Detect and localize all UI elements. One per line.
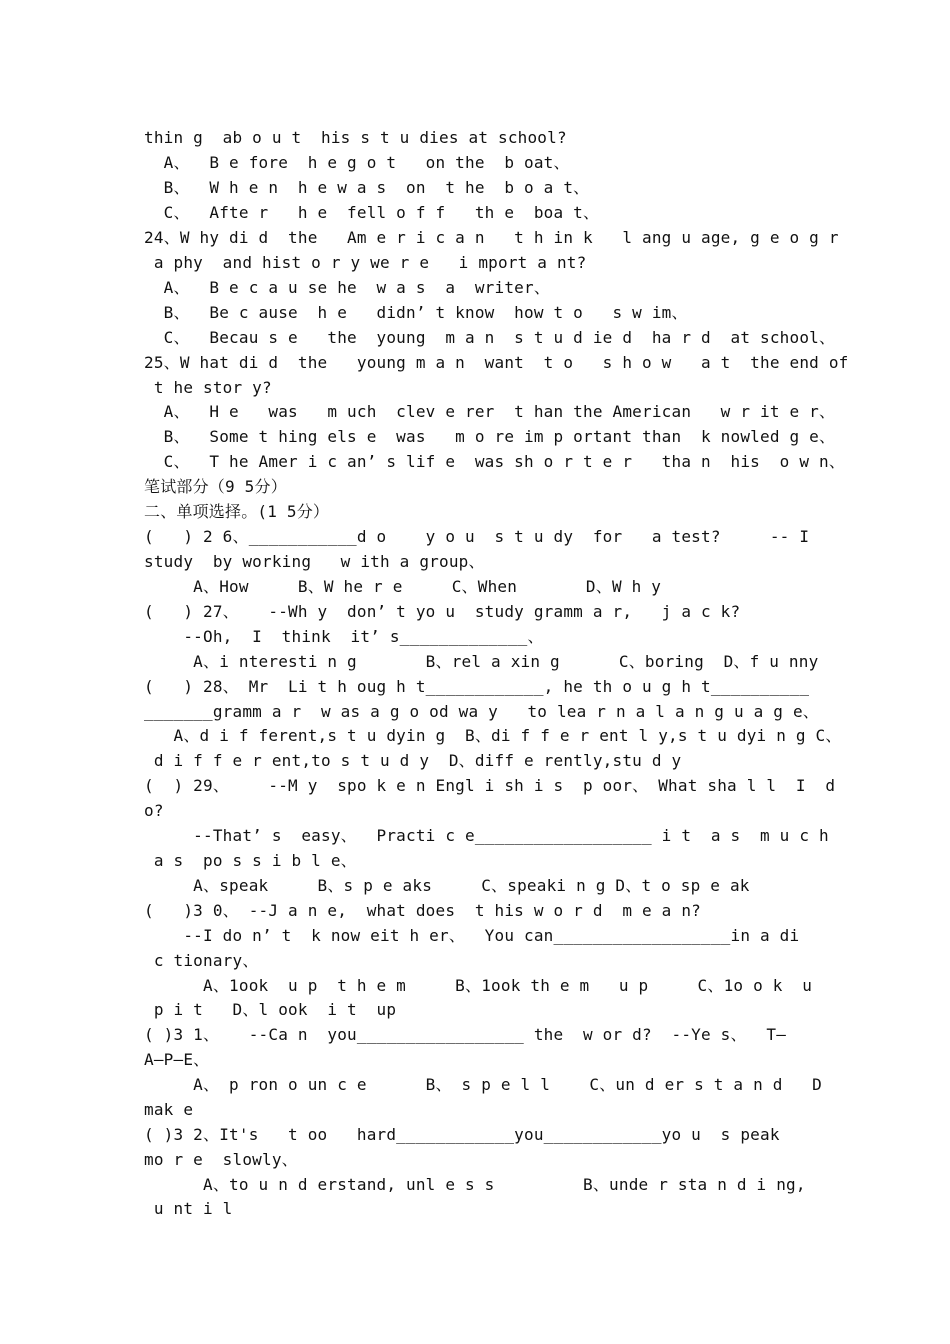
text-line: a s po s s i b l e、: [144, 851, 357, 870]
text-line: B、 Be c ause h e didn’ t know how t o s w im、: [144, 303, 688, 322]
text-line: ( ) 27、 --Wh y don’ t yo u study gramm a r, j a c k?: [144, 602, 741, 621]
text-line: A、How B、W he r e C、When D、W h y: [144, 577, 662, 596]
text-line: A—P—E、: [144, 1050, 210, 1069]
text-line: u nt i l: [144, 1199, 233, 1218]
text-line: B、 Some t hing els e was m o re im p ortant than k nowled g e、: [144, 427, 836, 446]
text-line: _______gramm a r w as a g o od wa y to lea r n a l a n g u a g e、: [144, 702, 819, 721]
text-line: a phy and hist o r y we r e i mport a nt?: [144, 253, 587, 272]
text-line: t he stor y?: [144, 378, 272, 397]
text-line: C、 T he Amer i c an’ s lif e was sh o r t e r tha n his o w n、: [144, 452, 846, 471]
text-line: c tionary、: [144, 951, 259, 970]
text-line: A、1ook u p t h e m B、1ook th e m u p C、1o o k u: [144, 976, 813, 995]
text-line: o?: [144, 801, 164, 820]
text-line: C、 Afte r h e fell o f f th e boa t、: [144, 203, 600, 222]
text-line: A、speak B、s p e aks C、speaki n g D、t o sp e ak: [144, 876, 750, 895]
text-line: ( ) 28、 Mr Li t h oug h t____________, he th o u g h t__________: [144, 677, 810, 696]
text-line: ( )3 1、 --Ca n you_________________ the w or d? --Ye s、 T—: [144, 1025, 787, 1044]
section-heading: 笔试部分（9 5分）: [144, 477, 287, 496]
text-line: --Oh, I think it’ s_____________、: [144, 627, 544, 646]
text-line: d i f f e r ent,to s t u d y D、diff e rently,stu d y: [144, 751, 682, 770]
text-line: A、to u n d erstand, unl e s s B、unde r sta n d i ng,: [144, 1175, 806, 1194]
text-line: study by working w ith a group、: [144, 552, 485, 571]
text-line: ( ) 2 6、___________d o y o u s t u dy for a test? -- I: [144, 527, 810, 546]
text-line: ( ) 29、 --M y spo k e n Engl i sh i s p oor、 What sha l l I d: [144, 776, 836, 795]
text-line: mak e: [144, 1100, 194, 1119]
text-line: A、 B e fore h e g o t on the b oat、: [144, 153, 570, 172]
text-line: C、 Becau s e the young m a n s t u d ie d ha r d at school、: [144, 328, 836, 347]
text-line: mo r e slowly、: [144, 1150, 298, 1169]
text-line: --I do n’ t k now eit h er、 You can__________________in a di: [144, 926, 800, 945]
text-line: --That’ s easy、 Practi c e__________________ i t a s m u c h: [144, 826, 829, 845]
text-line: A、 B e c a u se he w a s a writer、: [144, 278, 551, 297]
text-line: 24、W hy di d the Am e r i c a n t h in k l ang u age, g e o g r: [144, 228, 839, 247]
text-line: A、i nteresti n g B、rel a xin g C、boring D、f u nny: [144, 652, 819, 671]
text-line: ( )3 2、It's t oo hard____________you____________yo u s peak: [144, 1125, 780, 1144]
text-line: 25、W hat di d the young m a n want t o s h o w a t the end of: [144, 353, 849, 372]
text-line: B、 W h e n h e w a s on t he b o a t、: [144, 178, 590, 197]
text-line: A、d i f ferent,s t u dyin g B、di f f e r ent l y,s t u dyi n g C、: [144, 726, 842, 745]
text-line: A、 p ron o un c e B、 s p e l l C、un d er s t a n d D: [144, 1075, 822, 1094]
text-line: ( )3 0、 --J a n e, what does t his w o r d m e a n?: [144, 901, 702, 920]
section-heading: 二、单项选择。(1 5分）: [144, 502, 330, 521]
text-line: p i t D、l ook i t up: [144, 1000, 397, 1019]
text-line: A、 H e was m uch clev e rer t han the American w r it e r、: [144, 402, 836, 421]
text-line: thin g ab o u t his s t u dies at school?: [144, 128, 567, 147]
